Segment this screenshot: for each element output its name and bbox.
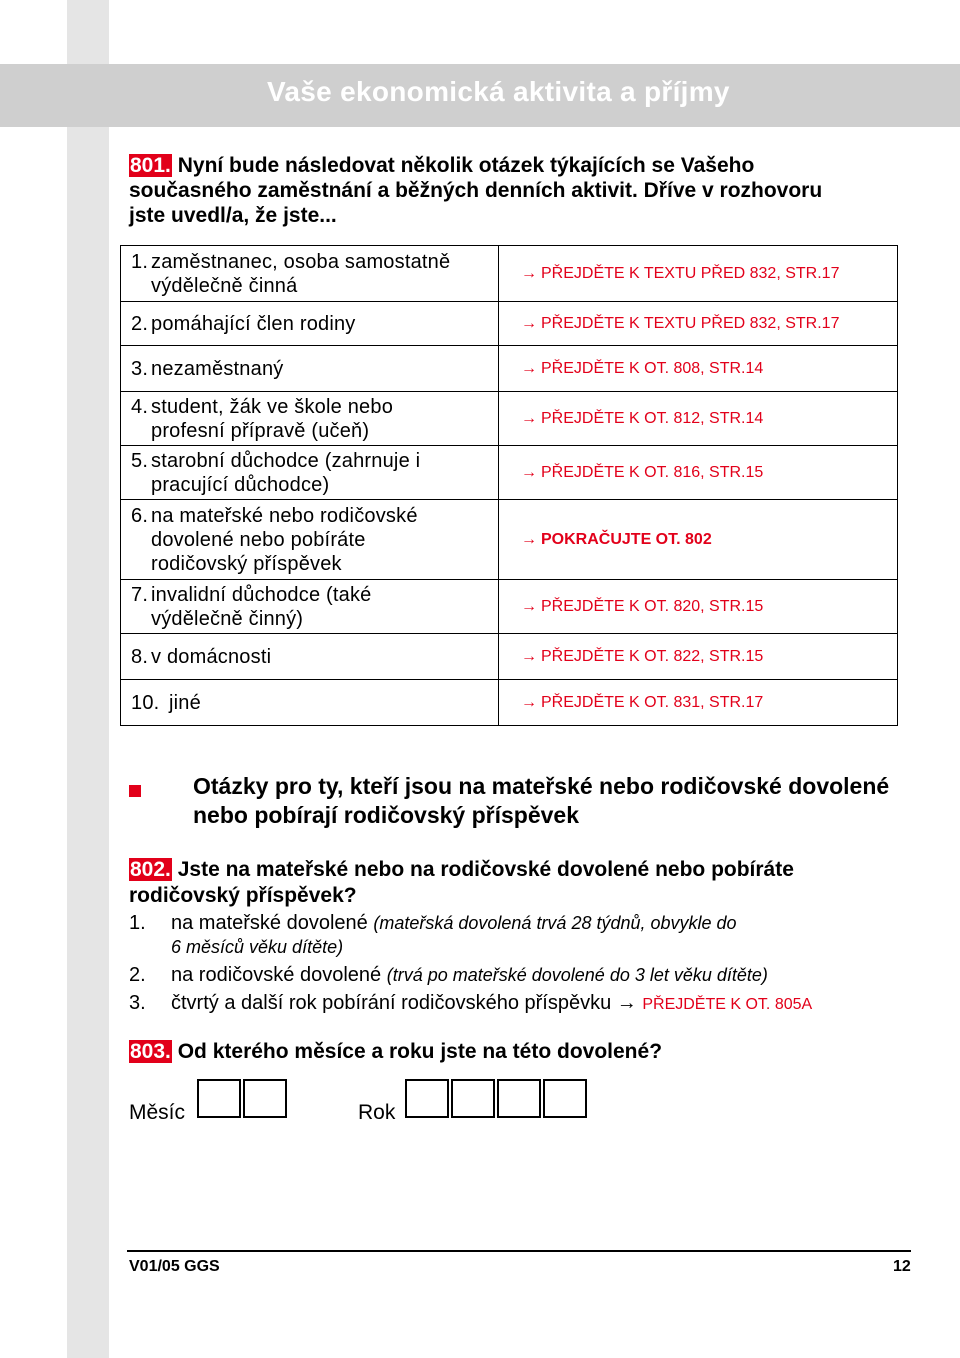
- right-arrow-icon: →: [521, 597, 537, 615]
- question-number: 802.: [130, 858, 171, 881]
- jump-instruction: → POKRAČUJTE OT. 802: [499, 500, 898, 580]
- option-note: 6 měsíců věku dítěte): [171, 937, 344, 957]
- option-label: zaměstnanec, osoba samostatně výdělečně činná: [151, 250, 451, 297]
- option-number: 5.: [131, 449, 149, 472]
- footer-divider: [127, 1250, 911, 1252]
- option-number: 2.: [131, 312, 149, 335]
- option-note: (trvá po mateřské dovolené do 3 let věku dítěte): [386, 965, 768, 985]
- right-arrow-icon: →: [521, 530, 537, 548]
- year-digit-box[interactable]: [405, 1079, 449, 1118]
- right-arrow-icon: →: [521, 693, 537, 711]
- option-label: jiné: [169, 691, 201, 714]
- option-number: 6.: [131, 504, 149, 527]
- footer-code: V01/05 GGS: [129, 1258, 220, 1275]
- section-title: Otázky pro ty, kteří jsou na mateřské nebo rodičovské dovolené nebo pobírají rodičovský příspěvek: [193, 773, 890, 828]
- option-label: čtvrtý a další rok pobírání rodičovského příspěvku: [171, 992, 612, 1014]
- question-text: Jste na mateřské nebo na rodičovské dovolené nebo pobíráte rodičovský příspěvek?: [129, 858, 794, 907]
- jump-instruction: → PŘEJDĚTE K OT. 820, STR.15: [499, 580, 898, 634]
- jump-instruction: → PŘEJDĚTE K OT. 831, STR.17: [499, 680, 898, 726]
- question-number: 801.: [130, 154, 171, 177]
- option-number: 1.: [131, 250, 149, 273]
- option-number: 1.: [129, 912, 146, 934]
- jump-instruction: → PŘEJDĚTE K OT. 816, STR.15: [499, 446, 898, 500]
- question-802-options: [129, 911, 929, 1017]
- option-number: 7.: [131, 583, 149, 606]
- month-digit-box[interactable]: [243, 1079, 287, 1118]
- option-row: [129, 963, 929, 987]
- page-title: Vaše ekonomická aktivita a příjmy: [267, 76, 730, 107]
- question-text: Nyní bude následovat několik otázek týkajících se Vašeho současného zaměstnání a běžných denních aktivit. Dříve v rozhovoru jste uvedl/a, že jste...: [129, 154, 823, 227]
- option-label: pomáhající člen rodiny: [151, 312, 356, 335]
- red-square-bullet-icon: [129, 785, 141, 797]
- right-arrow-icon: →: [521, 409, 537, 427]
- option-number: 3.: [131, 357, 149, 380]
- year-digit-box[interactable]: [451, 1079, 495, 1118]
- option-label: na rodičovské dovolené: [171, 964, 382, 986]
- right-arrow-icon: →: [521, 264, 537, 282]
- month-digit-box[interactable]: [197, 1079, 241, 1118]
- right-arrow-icon: →: [521, 314, 537, 332]
- option-number: 2.: [129, 964, 146, 986]
- option-label: nezaměstnaný: [151, 357, 284, 380]
- option-label: na mateřské nebo rodičovské dovolené nebo pobíráte rodičovský příspěvek: [151, 504, 418, 575]
- question-801: [129, 153, 829, 228]
- year-digit-box[interactable]: [543, 1079, 587, 1118]
- option-row: [129, 911, 929, 959]
- right-arrow-icon: →: [521, 463, 537, 481]
- option-label: starobní důchodce (zahrnuje i pracující důchodce): [151, 449, 421, 496]
- option-number: 8.: [131, 645, 149, 668]
- left-sidebar-strip: [67, 0, 109, 1358]
- jump-instruction: → PŘEJDĚTE K TEXTU PŘED 832, STR.17: [499, 302, 898, 346]
- question-802: [129, 857, 899, 909]
- year-label: Rok: [358, 1101, 396, 1124]
- option-label: na mateřské dovolené: [171, 912, 368, 934]
- question-803: [129, 1040, 662, 1064]
- answer-options-table: [120, 245, 898, 726]
- right-arrow-icon: →: [521, 647, 537, 665]
- option-row: [129, 991, 929, 1017]
- option-number: 10.: [131, 691, 160, 714]
- jump-instruction: PŘEJDĚTE K OT. 805A: [642, 996, 813, 1013]
- page-number: 12: [893, 1258, 911, 1275]
- option-number: 3.: [129, 992, 146, 1014]
- question-number: 803.: [130, 1040, 171, 1063]
- option-label: invalidní důchodce (také výdělečně činný): [151, 583, 372, 630]
- jump-instruction: → PŘEJDĚTE K TEXTU PŘED 832, STR.17: [499, 246, 898, 302]
- option-number: 4.: [131, 395, 149, 418]
- jump-instruction: → PŘEJDĚTE K OT. 808, STR.14: [499, 346, 898, 392]
- month-label: Měsíc: [129, 1101, 186, 1124]
- jump-instruction: → PŘEJDĚTE K OT. 812, STR.14: [499, 392, 898, 446]
- right-arrow-icon: →: [616, 992, 637, 1014]
- option-label: student, žák ve škole nebo profesní přípravě (učeň): [151, 395, 394, 442]
- option-note: (mateřská dovolená trvá 28 týdnů, obvykle do: [373, 913, 737, 933]
- jump-instruction: → PŘEJDĚTE K OT. 822, STR.15: [499, 634, 898, 680]
- year-digit-box[interactable]: [497, 1079, 541, 1118]
- question-text: Od kterého měsíce a roku jste na této dovolené?: [177, 1040, 663, 1063]
- right-arrow-icon: →: [521, 359, 537, 377]
- option-label: v domácnosti: [151, 645, 272, 668]
